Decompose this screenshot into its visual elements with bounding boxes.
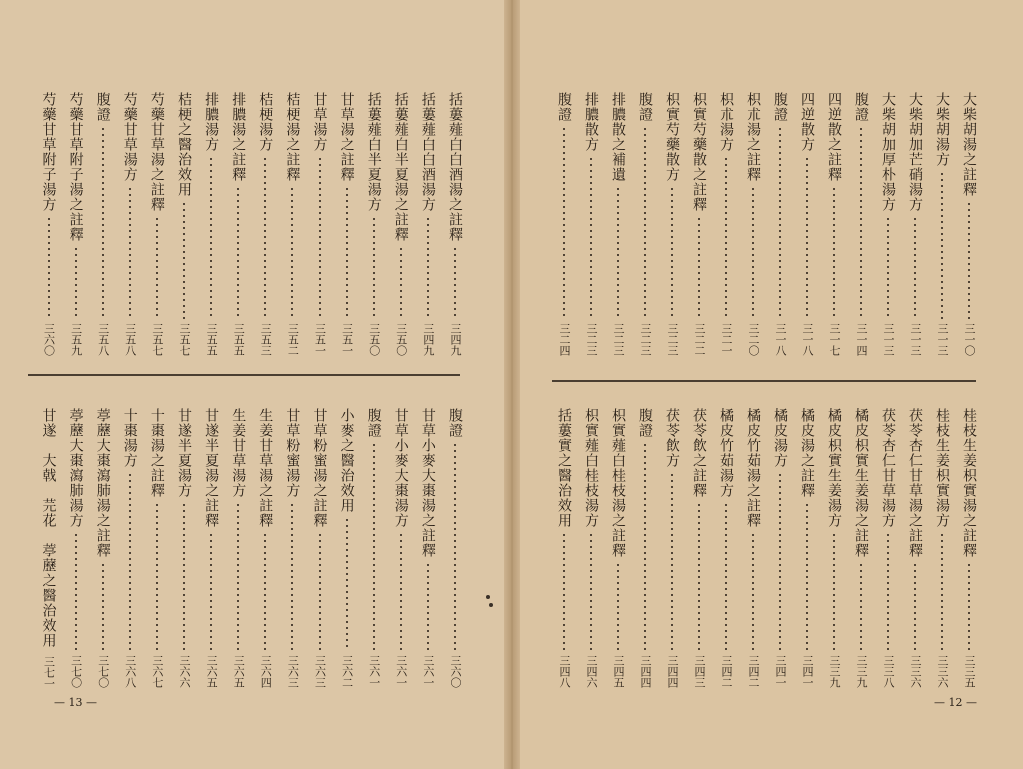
toc-entry	[175, 408, 193, 688]
dot-leader	[563, 126, 565, 319]
toc-entry-page: 三六一	[367, 655, 381, 688]
toc-entry	[121, 92, 139, 356]
toc-entry-title: 大柴胡加厚朴湯方	[880, 92, 896, 212]
toc-entry-title: 桔梗之醫治效用	[176, 92, 192, 197]
toc-entry-title: 橘皮竹茹湯方	[718, 408, 734, 498]
toc-entry-page: 三四二	[720, 655, 733, 688]
dot-leader	[725, 156, 727, 319]
toc-entry-title: 括蔞薤白白酒湯之註釋	[447, 92, 463, 242]
dot-leader	[319, 156, 321, 319]
toc-entry-title: 桂枝生姜枳實湯之註釋	[961, 408, 977, 558]
toc-entry-page: 三四二	[747, 655, 760, 688]
toc-entry-page: 三四五	[612, 655, 625, 688]
toc-entry-page: 三三九	[828, 655, 841, 688]
toc-entry-page: 三六〇	[42, 323, 56, 356]
dot-leader	[941, 171, 943, 319]
toc-entry	[771, 92, 789, 356]
toc-entry	[338, 408, 356, 688]
dot-leader	[400, 532, 402, 651]
dot-leader	[752, 186, 754, 319]
left-section-divider	[28, 374, 460, 376]
toc-entry-title: 腹證	[365, 408, 382, 438]
toc-entry-title: 枳朮湯之註釋	[745, 92, 761, 182]
toc-entry-page: 三二二	[693, 323, 706, 356]
toc-entry	[365, 408, 383, 688]
toc-entry-title: 茯苓杏仁甘草湯之註釋	[907, 408, 923, 558]
toc-entry	[67, 92, 85, 356]
toc-entry	[690, 92, 708, 356]
toc-entry-title: 腹證	[637, 92, 653, 122]
dot-leader	[860, 562, 862, 651]
toc-entry	[906, 92, 924, 356]
toc-entry	[609, 92, 627, 356]
dot-leader	[779, 126, 781, 319]
toc-entry-title: 腹證	[853, 92, 869, 122]
toc-entry	[419, 92, 437, 356]
toc-entry-title: 腹證	[447, 408, 463, 438]
toc-entry-page: 三六二	[340, 655, 354, 688]
dot-leader	[210, 156, 212, 319]
binding-hole	[489, 603, 493, 607]
dot-leader	[129, 186, 131, 319]
toc-entry-title: 芍藥甘草附子湯方	[40, 92, 57, 212]
toc-entry-page: 三四六	[585, 655, 598, 688]
toc-entry-page: 三一八	[774, 323, 787, 356]
toc-entry	[663, 408, 681, 688]
toc-entry	[852, 92, 870, 356]
dot-leader	[617, 186, 619, 319]
toc-entry-title: 葶藶大棗瀉肺湯之註釋	[94, 408, 111, 558]
toc-entry-title: 十棗湯方	[121, 408, 138, 468]
toc-entry	[906, 408, 924, 688]
toc-entry-title: 生姜甘草湯方	[230, 408, 247, 498]
toc-entry-title: 括蔞實之醫治效用	[556, 408, 572, 528]
toc-entry-page: 三二三	[612, 323, 625, 356]
dot-leader	[563, 532, 565, 651]
toc-entry-page: 三五八	[96, 323, 110, 356]
toc-entry-page: 三三九	[855, 655, 868, 688]
toc-entry-title: 茯苓飲方	[664, 408, 680, 468]
dot-leader	[237, 502, 239, 651]
toc-entry-page: 三四八	[558, 655, 571, 688]
dot-leader	[319, 532, 321, 651]
dot-leader	[887, 216, 889, 319]
binding-hole	[486, 595, 490, 599]
toc-entry-title: 腹證	[94, 92, 111, 122]
dot-leader	[264, 156, 266, 319]
toc-entry-title: 小麥之醫治效用	[338, 408, 355, 513]
right-section-divider	[552, 380, 976, 382]
toc-entry-page: 三一八	[801, 323, 814, 356]
dot-leader	[264, 532, 266, 651]
toc-entry-page: 三七一	[42, 656, 56, 689]
toc-entry-title: 腹證	[637, 408, 653, 438]
toc-entry	[365, 92, 383, 356]
toc-entry-page: 三三六	[909, 655, 922, 688]
toc-entry	[825, 92, 843, 356]
toc-entry-page: 三三六	[936, 655, 949, 688]
toc-entry-page: 三五〇	[394, 323, 408, 356]
toc-entry-title: 甘遂半夏湯方	[176, 408, 192, 498]
toc-entry	[94, 408, 112, 688]
toc-entry-page: 三二三	[639, 323, 652, 356]
right-page-number: — 12 —	[934, 696, 977, 709]
dot-leader	[75, 532, 77, 651]
toc-entry	[744, 408, 762, 688]
toc-entry	[283, 408, 301, 688]
toc-entry-title: 桔梗湯之註釋	[284, 92, 301, 182]
toc-entry-page: 三二四	[558, 323, 571, 356]
dot-leader	[291, 186, 293, 319]
dot-leader	[806, 502, 808, 651]
toc-entry-title: 枳實芍藥散之註釋	[691, 92, 707, 212]
dot-leader	[102, 126, 104, 319]
toc-entry	[40, 408, 58, 688]
toc-entry-page: 三二一	[720, 323, 733, 356]
dot-leader	[968, 201, 970, 319]
toc-entry-page: 三三八	[882, 655, 895, 688]
dot-leader	[617, 562, 619, 651]
toc-entry-title: 甘遂半夏湯之註釋	[203, 408, 220, 528]
toc-entry	[933, 408, 951, 688]
toc-entry-title: 枳實薤白桂枝湯之註釋	[610, 408, 626, 558]
dot-leader	[210, 532, 212, 651]
toc-entry-page: 三二三	[666, 323, 679, 356]
toc-entry-title: 甘草粉蜜湯之註釋	[311, 408, 328, 528]
dot-leader	[941, 532, 943, 651]
dot-leader	[156, 216, 158, 319]
toc-entry-title: 橘皮湯之註釋	[799, 408, 815, 498]
dot-leader	[373, 442, 375, 651]
toc-entry	[663, 92, 681, 356]
toc-entry-page: 三四一	[801, 655, 814, 688]
toc-entry-page: 三一三	[882, 323, 895, 356]
toc-entry	[609, 408, 627, 688]
toc-entry-page: 三五七	[150, 323, 164, 356]
toc-entry	[40, 92, 58, 356]
toc-entry	[392, 92, 410, 356]
dot-leader	[806, 156, 808, 319]
toc-entry	[67, 408, 85, 688]
toc-entry-title: 甘草小麥大棗湯方	[392, 408, 409, 528]
toc-entry-page: 三七〇	[96, 655, 110, 688]
toc-entry	[256, 408, 274, 688]
toc-entry-page: 三五五	[205, 323, 219, 356]
toc-entry	[446, 92, 464, 356]
toc-entry	[202, 408, 220, 688]
dot-leader	[183, 502, 185, 651]
toc-entry-page: 三六八	[123, 655, 137, 688]
left-page-number: — 13 —	[54, 696, 97, 709]
toc-entry-page: 三三五	[963, 655, 976, 688]
toc-entry	[798, 408, 816, 688]
toc-entry-page: 三五八	[123, 323, 137, 356]
toc-entry-page: 三五三	[259, 323, 273, 356]
toc-entry-title: 芍藥甘草湯之註釋	[148, 92, 165, 212]
toc-entry-title: 葶藶大棗瀉肺湯方	[67, 408, 84, 528]
toc-entry	[582, 92, 600, 356]
toc-entry-page: 三一〇	[963, 323, 976, 356]
toc-entry	[311, 92, 329, 356]
toc-entry	[256, 92, 274, 356]
toc-entry	[202, 92, 220, 356]
dot-leader	[454, 442, 456, 651]
toc-entry	[555, 408, 573, 688]
toc-entry-title: 甘遂 大戟 芫花 葶藶之醫治效用	[40, 408, 57, 648]
toc-entry-title: 枳實芍藥散方	[664, 92, 680, 182]
toc-entry-page: 三六一	[421, 655, 435, 688]
toc-entry-title: 括蔞薤白半夏湯方	[365, 92, 382, 212]
dot-leader	[427, 562, 429, 651]
dot-leader	[346, 186, 348, 319]
toc-entry	[636, 408, 654, 688]
toc-entry-page: 三一三	[909, 323, 922, 356]
toc-entry-page: 三四三	[693, 655, 706, 688]
toc-entry-page: 三四四	[639, 655, 652, 688]
toc-entry-title: 排膿散之補遺	[610, 92, 626, 182]
toc-entry	[717, 92, 735, 356]
dot-leader	[698, 216, 700, 319]
toc-entry-page: 三六一	[394, 655, 408, 688]
dot-leader	[400, 246, 402, 319]
toc-entry-page: 三一四	[855, 323, 868, 356]
toc-entry-title: 生姜甘草湯之註釋	[257, 408, 274, 528]
toc-entry	[392, 408, 410, 688]
dot-leader	[887, 532, 889, 651]
toc-entry-title: 茯苓飲之註釋	[691, 408, 707, 498]
toc-entry	[229, 92, 247, 356]
toc-entry-title: 枳朮湯方	[718, 92, 734, 152]
toc-entry	[717, 408, 735, 688]
toc-entry-title: 桂枝生姜枳實湯方	[934, 408, 950, 528]
toc-entry-title: 括蔞薤白白酒湯方	[419, 92, 436, 212]
dot-leader	[237, 186, 239, 319]
toc-entry-title: 橘皮枳實生姜湯方	[826, 408, 842, 528]
toc-entry-title: 橘皮竹茹湯之註釋	[745, 408, 761, 528]
dot-leader	[75, 246, 77, 319]
toc-entry-page: 三一三	[936, 323, 949, 356]
dot-leader	[725, 502, 727, 651]
toc-entry-page: 三五五	[232, 323, 246, 356]
toc-entry	[175, 92, 193, 356]
toc-entry-title: 甘草湯之註釋	[338, 92, 355, 182]
toc-entry	[933, 92, 951, 356]
toc-entry-title: 大柴胡湯之註釋	[961, 92, 977, 197]
dot-leader	[183, 201, 185, 319]
toc-entry-title: 四逆散方	[799, 92, 815, 152]
toc-entry	[582, 408, 600, 688]
toc-entry-title: 芍藥甘草湯方	[121, 92, 138, 182]
toc-entry-title: 十棗湯之註釋	[148, 408, 165, 498]
toc-entry-page: 三四四	[666, 655, 679, 688]
toc-entry	[798, 92, 816, 356]
dot-leader	[48, 216, 50, 319]
toc-entry-page: 三二〇	[747, 323, 760, 356]
toc-entry-title: 甘草湯方	[311, 92, 328, 152]
toc-entry-title: 腹證	[556, 92, 572, 122]
toc-entry-page: 三六七	[150, 655, 164, 688]
dot-leader	[671, 472, 673, 651]
toc-entry-title: 枳實薤白桂枝湯方	[583, 408, 599, 528]
book-gutter	[504, 0, 520, 769]
dot-leader	[833, 186, 835, 319]
toc-entry	[960, 408, 978, 688]
dot-leader	[968, 562, 970, 651]
dot-leader	[671, 186, 673, 319]
toc-entry-title: 芍藥甘草附子湯之註釋	[67, 92, 84, 242]
toc-entry-title: 排膿散方	[583, 92, 599, 152]
dot-leader	[644, 442, 646, 651]
toc-entry	[636, 92, 654, 356]
toc-entry-page: 三六三	[286, 655, 300, 688]
toc-entry-page: 三四一	[774, 655, 787, 688]
toc-entry	[446, 408, 464, 688]
toc-entry-page: 三六四	[259, 655, 273, 688]
toc-entry	[825, 408, 843, 688]
toc-entry	[338, 92, 356, 356]
dot-leader	[454, 246, 456, 319]
toc-entry-page: 三六〇	[449, 655, 462, 688]
toc-entry	[283, 92, 301, 356]
toc-entry-title: 腹證	[772, 92, 788, 122]
toc-entry-page: 三五一	[313, 323, 327, 356]
toc-entry-title: 大柴胡湯方	[934, 92, 950, 167]
dot-leader	[346, 517, 348, 651]
toc-entry	[960, 92, 978, 356]
toc-entry-page: 三六六	[178, 655, 191, 688]
toc-entry-page: 三五〇	[367, 323, 381, 356]
toc-entry	[229, 408, 247, 688]
toc-entry-title: 四逆散之註釋	[826, 92, 842, 182]
toc-entry-title: 排膿湯方	[203, 92, 220, 152]
toc-entry	[121, 408, 139, 688]
toc-entry	[148, 408, 166, 688]
toc-entry-title: 排膿湯之註釋	[230, 92, 247, 182]
dot-leader	[102, 562, 104, 651]
toc-entry-title: 大柴胡加芒硝湯方	[907, 92, 923, 212]
toc-entry-title: 茯苓杏仁甘草湯方	[880, 408, 896, 528]
toc-entry-page: 三五七	[178, 323, 191, 356]
toc-entry	[879, 408, 897, 688]
dot-leader	[590, 532, 592, 651]
dot-leader	[129, 472, 131, 651]
dot-leader	[779, 472, 781, 651]
toc-entry	[852, 408, 870, 688]
dot-leader	[752, 532, 754, 651]
toc-entry	[555, 92, 573, 356]
toc-entry	[771, 408, 789, 688]
toc-entry-title: 桔梗湯方	[257, 92, 274, 152]
toc-entry-page: 三六三	[313, 655, 327, 688]
toc-entry-page: 三四九	[421, 323, 435, 356]
toc-entry	[311, 408, 329, 688]
toc-entry-page: 三六五	[205, 655, 219, 688]
toc-entry	[879, 92, 897, 356]
dot-leader	[156, 502, 158, 651]
dot-leader	[860, 126, 862, 319]
toc-entry-page: 三四九	[449, 323, 462, 356]
toc-entry-page: 三五九	[69, 323, 83, 356]
toc-entry-page: 三七〇	[69, 655, 83, 688]
dot-leader	[698, 502, 700, 651]
dot-leader	[644, 126, 646, 319]
dot-leader	[427, 216, 429, 319]
toc-entry-title: 橘皮枳實生姜湯之註釋	[853, 408, 869, 558]
toc-entry	[419, 408, 437, 688]
toc-entry-page: 三六五	[232, 655, 246, 688]
toc-entry-title: 括蔞薤白半夏湯之註釋	[392, 92, 409, 242]
toc-entry-title: 甘草小麥大棗湯之註釋	[419, 408, 436, 558]
toc-entry-page: 三一七	[828, 323, 841, 356]
toc-entry	[94, 92, 112, 356]
dot-leader	[914, 216, 916, 319]
dot-leader	[590, 156, 592, 319]
toc-entry-page: 三五二	[286, 323, 300, 356]
toc-entry	[744, 92, 762, 356]
toc-entry-page: 三五一	[340, 323, 354, 356]
toc-entry	[690, 408, 708, 688]
toc-entry	[148, 92, 166, 356]
toc-entry-page: 三二三	[585, 323, 598, 356]
dot-leader	[373, 216, 375, 319]
dot-leader	[833, 532, 835, 651]
dot-leader	[291, 502, 293, 651]
toc-entry-title: 橘皮湯方	[772, 408, 788, 468]
toc-entry-title: 甘草粉蜜湯方	[284, 408, 301, 498]
dot-leader	[914, 562, 916, 651]
